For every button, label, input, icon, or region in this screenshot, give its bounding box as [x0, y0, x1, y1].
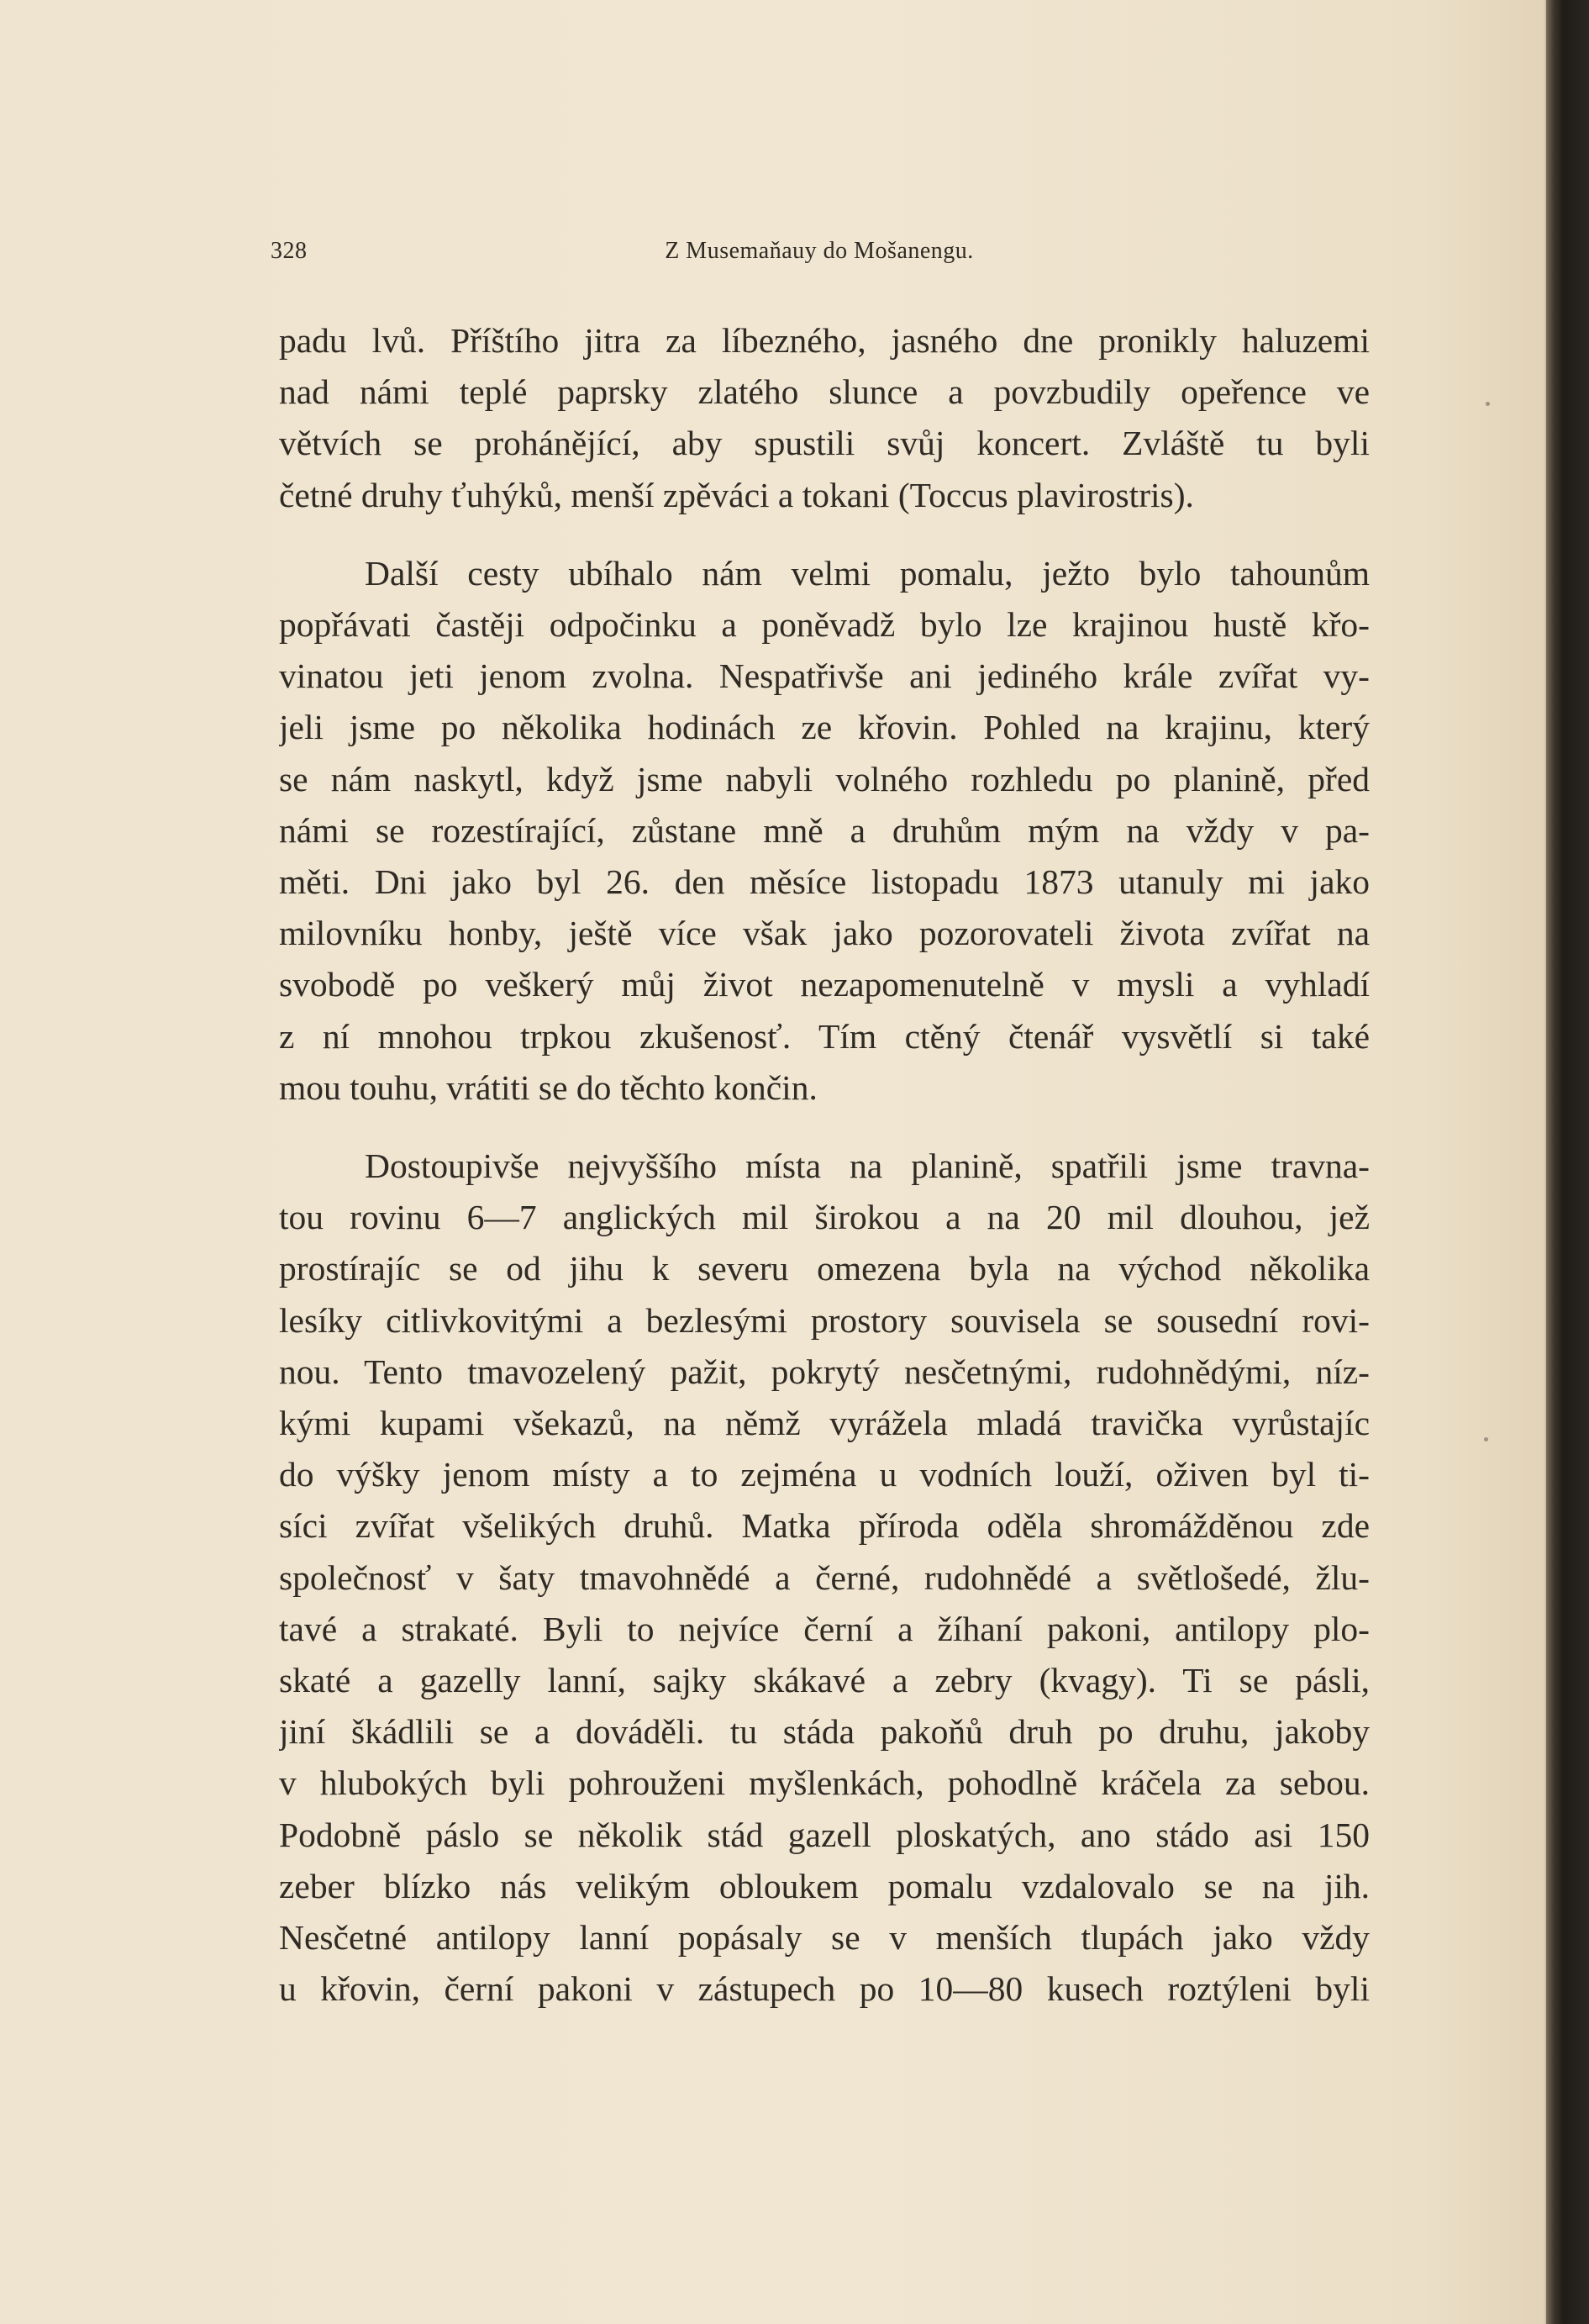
text-line: Nesčetné antilopy lanní popásaly se v menších tlupách jako vždy: [279, 1918, 1370, 1958]
text-line: jeli jsme po několika hodinách ze křovin. Pohled na krajinu, který: [279, 708, 1370, 747]
text-line: Další cesty ubíhalo nám velmi pomalu, ježto bylo tahounům: [365, 553, 1370, 593]
paper-speck: [1486, 402, 1490, 406]
text-line: tavé a strakaté. Byli to nejvíce černí a žíhaní pakoni, antilopy plo-: [279, 1609, 1370, 1648]
text-line: jiní škádlili se a dováděli. tu stáda pakoňů druh po druhu, jakoby: [279, 1712, 1370, 1752]
page-number: 328: [271, 238, 308, 264]
text-line: vinatou jeti jenom zvolna. Nespatřivše ani jediného krále zvířat vy-: [279, 656, 1370, 696]
text-line: nad námi teplé paprsky zlatého slunce a povzbudily opeřence ve: [279, 372, 1370, 412]
text-line: mou touhu, vrátiti se do těchto končin.: [279, 1067, 818, 1107]
paragraph-2: [279, 548, 1370, 1114]
text-line: skaté a gazelly lanní, sajky skákavé a zebry (kvagy). Ti se pásli,: [279, 1661, 1370, 1700]
text-line: milovníku honby, ještě více však jako pozorovateli života zvířat na: [279, 914, 1370, 953]
text-line: síci zvířat všelikých druhů. Matka příroda oděla shromážděnou zde: [279, 1506, 1370, 1546]
text-line: Podobně páslo se několik stád gazell ploskatých, ano stádo asi 150: [279, 1815, 1370, 1854]
text-line: kými kupami všekazů, na němž vyrážela mladá travička vyrůstajíc: [279, 1404, 1370, 1443]
text-line: u křovin, černí pakoni v zástupech po 10—80 kusech roztýleni byli: [279, 1969, 1370, 2009]
paragraph-1: [279, 315, 1370, 521]
running-head: [271, 238, 1368, 271]
text-line: měti. Dni jako byl 26. den měsíce listopadu 1873 utanuly mi jako: [279, 862, 1370, 902]
text-line: společnosť v šaty tmavohnědé a černé, rudohnědé a světlošedé, žlu-: [279, 1557, 1370, 1597]
body-text: [279, 315, 1370, 2016]
text-line: tou rovinu 6—7 anglických mil širokou a na 20 mil dlouhou, jež: [279, 1198, 1370, 1237]
text-line: četné druhy ťuhýků, menší zpěváci a tokani (Toccus plavirostris).: [279, 475, 1194, 514]
text-line: z ní mnohou trpkou zkušenosť. Tím ctěný čtenář vysvětlí si také: [279, 1016, 1370, 1056]
text-line: padu lvů. Příštího jitra za líbezného, jasného dne pronikly haluzemi: [279, 321, 1370, 360]
text-line: popřávati častěji odpočinku a poněvadž bylo lze krajinou hustě křo-: [279, 605, 1370, 645]
text-line: lesíky citlivkovitými a bezlesými prostory souvisela se sousední rovi-: [279, 1300, 1370, 1340]
text-line: v hlubokých byli pohrouženi myšlenkách, pohodlně kráčela za sebou.: [279, 1763, 1370, 1803]
text-line: námi se rozestírající, zůstane mně a druhům mým na vždy v pa-: [279, 810, 1370, 850]
text-line: do výšky jenom místy a to zejména u vodních louží, oživen byl ti-: [279, 1455, 1370, 1494]
text-line: svobodě po veškerý můj život nezapomenutelně v mysli a vyhladí: [279, 965, 1370, 1004]
text-line: se nám naskytl, když jsme nabyli volného rozhledu po planině, před: [279, 759, 1370, 798]
text-line: Dostoupivše nejvyššího místa na planině, spatřili jsme travna-: [365, 1146, 1370, 1186]
text-line: prostírajíc se od jihu k severu omezena byla na východ několika: [279, 1249, 1370, 1288]
paper-speck: [1484, 1437, 1488, 1441]
paragraph-3: [279, 1141, 1370, 2015]
text-line: nou. Tento tmavozelený pažit, pokrytý nesčetnými, rudohnědými, níz-: [279, 1352, 1370, 1391]
running-title: Z Musemaňauy do Mošanengu.: [665, 238, 974, 264]
text-line: zeber blízko nás velikým obloukem pomalu vzdalovalo se na jih.: [279, 1866, 1370, 1905]
text-line: větvích se proháněјící, aby spustili svůj koncert. Zvláště tu byli: [279, 424, 1370, 463]
book-spine-edge: [1546, 0, 1589, 2324]
